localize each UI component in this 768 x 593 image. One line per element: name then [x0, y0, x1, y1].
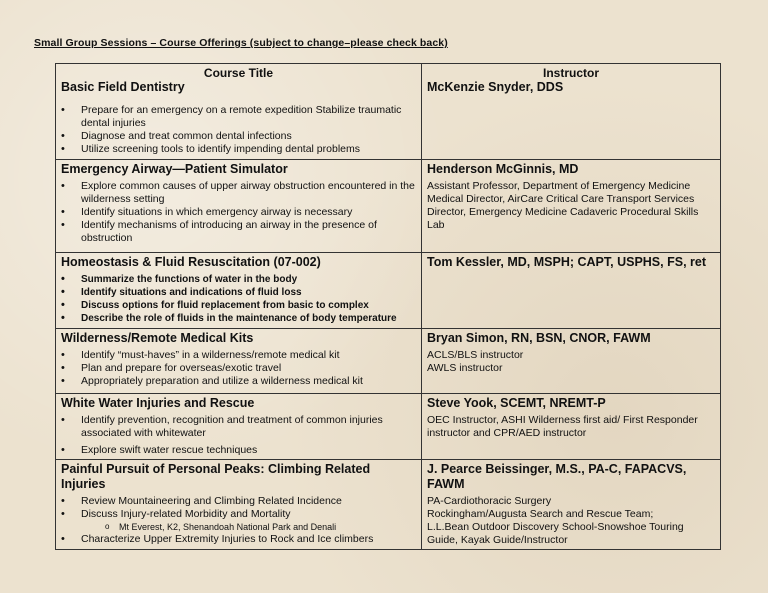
instructor-cell: [422, 394, 721, 460]
objectives-list: [61, 104, 416, 156]
list-item: • Identify situations and indications of fluid loss: [81, 286, 416, 299]
list-item: • Diagnose and treat common dental infections: [81, 130, 416, 143]
table-row: [56, 64, 721, 160]
instructor-detail: L.L.Bean Outdoor Discovery School-Snowshoe Touring Guide, Kayak Guide/Instructor: [427, 521, 684, 546]
list-item: • Identify situations in which emergency airway is necessary: [81, 206, 416, 219]
list-item: • Identify prevention, recognition and treatment of common injuries associated with whitewater: [81, 414, 416, 440]
instructor-cell: [422, 329, 721, 394]
objectives-list: [61, 349, 416, 388]
course-title: Wilderness/Remote Medical Kits: [61, 331, 254, 345]
list-item: • Plan and prepare for overseas/exotic travel: [81, 362, 416, 375]
course-cell: [56, 253, 422, 329]
instructor-cell: [422, 460, 721, 550]
list-item: • Characterize Upper Extremity Injuries to Rock and Ice climbers: [81, 533, 416, 546]
list-item: • Prepare for an emergency on a remote expedition Stabilize traumatic dental injuries: [81, 104, 416, 130]
course-title: Emergency Airway—Patient Simulator: [61, 162, 288, 176]
instructor-detail: AWLS instructor: [427, 362, 503, 374]
list-item: • Describe the role of fluids in the maintenance of body temperature: [81, 312, 416, 325]
instructor-cell: [422, 253, 721, 329]
instructor-name: J. Pearce Beissinger, M.S., PA-C, FAPACVS, FAWM: [427, 462, 687, 491]
table-row: [56, 253, 721, 329]
objectives-list: [61, 273, 416, 325]
objectives-list: [61, 495, 416, 546]
document-title: Small Group Sessions – Course Offerings (subject to change–please check back): [34, 37, 448, 49]
instructor-header: Instructor: [542, 66, 599, 80]
instructor-detail: Rockingham/Augusta Search and Rescue Team;: [427, 508, 654, 520]
instructor-cell: [422, 64, 721, 160]
instructor-name: Steve Yook, SCEMT, NREMT-P: [427, 396, 606, 410]
objectives-list: [61, 180, 416, 245]
list-item: • Appropriately preparation and utilize a wilderness medical kit: [81, 375, 416, 388]
table-row: [56, 329, 721, 394]
instructor-detail: ACLS/BLS instructor: [427, 349, 524, 361]
instructor-detail: OEC Instructor, ASHI Wilderness first aid/ First Responder instructor and CPR/AED instructor: [427, 414, 698, 439]
instructor-cell: [422, 160, 721, 253]
list-item: • Identify “must-haves” in a wilderness/remote medical kit: [81, 349, 416, 362]
course-title: Homeostasis & Fluid Resuscitation (07-002): [61, 255, 321, 269]
instructor-name: McKenzie Snyder, DDS: [427, 80, 564, 94]
instructor-detail: Medical Director, AirCare Critical Care Transport Services: [427, 193, 695, 205]
course-offerings-table: [55, 63, 721, 550]
table-row: [56, 460, 721, 550]
list-item-text: Discuss Injury-related Morbidity and Mortality: [81, 508, 291, 520]
table-row: [56, 394, 721, 460]
course-cell: [56, 329, 422, 394]
course-title-header: Course Title: [203, 66, 274, 80]
instructor-name: Tom Kessler, MD, MSPH; CAPT, USPHS, FS, ret: [427, 255, 706, 269]
objectives-list: [61, 414, 416, 457]
list-item: • Summarize the functions of water in the body: [81, 273, 416, 286]
list-item: • Identify mechanisms of introducing an airway in the presence of obstruction: [81, 219, 416, 245]
course-title: White Water Injuries and Rescue: [61, 396, 255, 410]
instructor-detail: Director, Emergency Medicine Cadaveric Procedural Skills Lab: [427, 206, 699, 231]
course-title: Painful Pursuit of Personal Peaks: Climbing Related Injuries: [61, 462, 371, 491]
list-item: [81, 508, 416, 533]
list-item: • Review Mountaineering and Climbing Related Incidence: [81, 495, 416, 508]
course-cell: [56, 394, 422, 460]
table-row: [56, 160, 721, 253]
list-item: • Explore swift water rescue techniques: [81, 444, 416, 457]
instructor-detail: PA-Cardiothoracic Surgery: [427, 495, 552, 507]
course-cell: [56, 460, 422, 550]
list-item: • Discuss options for fluid replacement from basic to complex: [81, 299, 416, 312]
sub-list: [81, 521, 416, 533]
list-item: • Explore common causes of upper airway obstruction encountered in the wilderness setting: [81, 180, 416, 206]
instructor-name: Henderson McGinnis, MD: [427, 162, 579, 176]
list-item: • Utilize screening tools to identify impending dental problems: [81, 143, 416, 156]
sub-list-item: o Mt Everest, K2, Shenandoah National Park and Denali: [119, 521, 416, 533]
course-cell: [56, 160, 422, 253]
course-cell: [56, 64, 422, 160]
course-title: Basic Field Dentistry: [61, 80, 185, 94]
instructor-name: Bryan Simon, RN, BSN, CNOR, FAWM: [427, 331, 651, 345]
instructor-detail: Assistant Professor, Department of Emergency Medicine: [427, 180, 691, 192]
